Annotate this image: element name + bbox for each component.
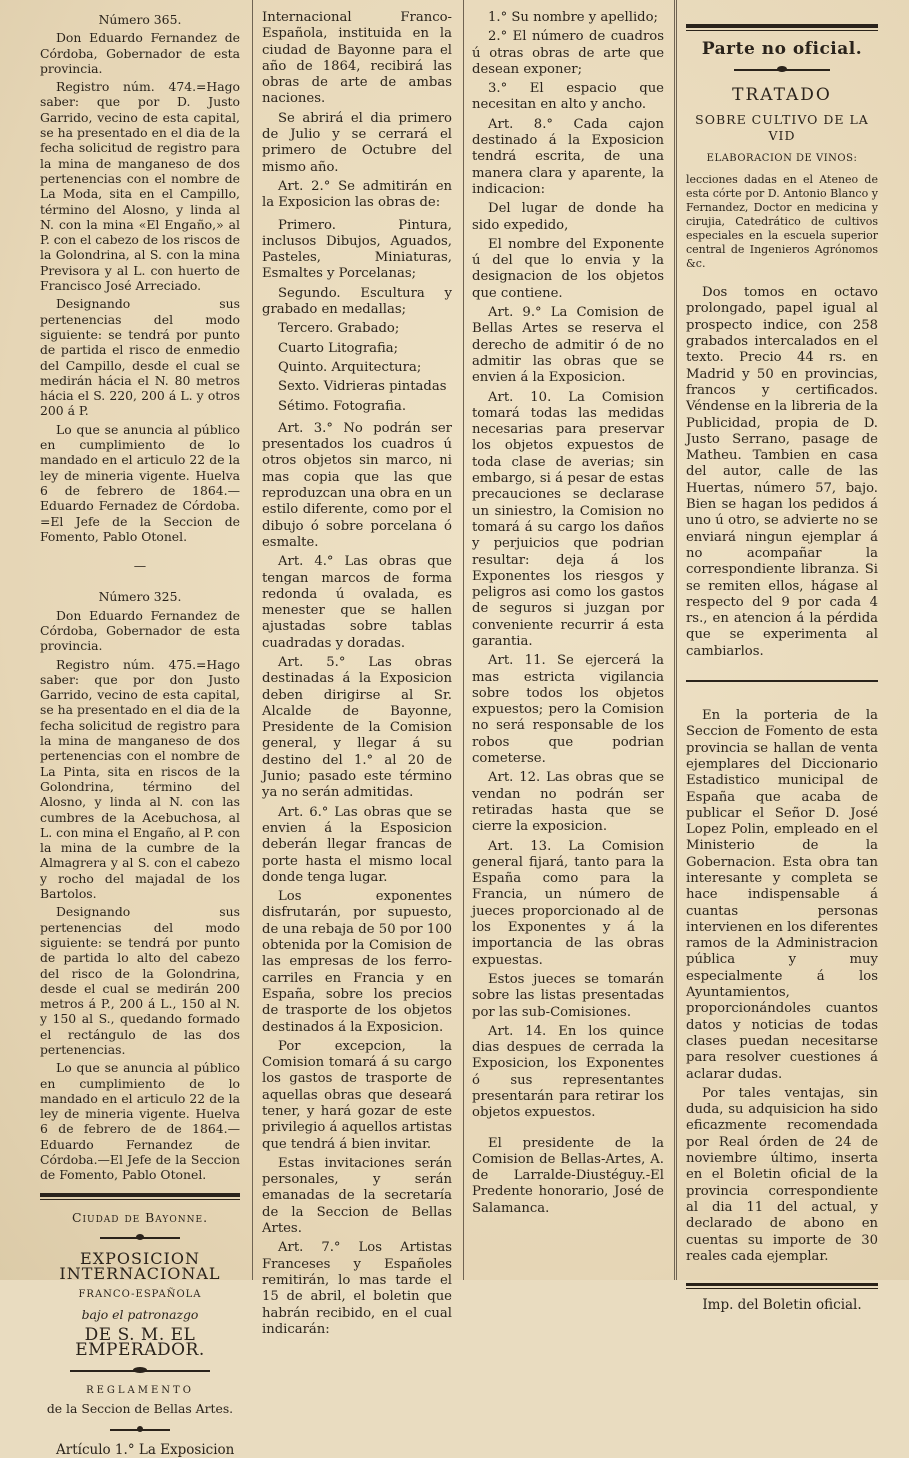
- regulation-heading: REGLAMENTO: [86, 1385, 194, 1397]
- regulation-paragraph: Del lugar de donde ha sido expedido,: [472, 201, 664, 233]
- advertisement-paragraph: Por tales ventajas, sin duda, su adquisicion ha sido eficazmente recomendada por Real órden de 24 de noviembre último, inserta en el Boletin oficial de la provincia correspondiente al dia 11 del actual, y declarado de abono en cuentas su importe de 30 reales cada ejemplar.: [686, 1085, 878, 1264]
- notice-paragraph: Don Eduardo Fernandez de Córdoba, Gobernador de esta provincia.: [40, 30, 240, 76]
- ornament-rule: [734, 65, 830, 75]
- notice-paragraph: Lo que se anuncia al público en cumplimiento de lo mandado en el articulo 22 de la ley de mineria vigente. Huelva 6 de febrero de 1864.—Eduardo Fernadez de Córdoba. =El Jefe de la Seccion de Fomento, Pablo Otonel.: [40, 421, 240, 544]
- printer-imprint: Imp. del Boletin oficial.: [702, 1297, 862, 1314]
- regulation-paragraph: Por excepcion, la Comision tomará á su cargo los gastos de trasporte de aquellas obras que deseará tener, y hará gozar de este privilegio á aquellos artistas que tendrá á bien invitar.: [262, 1038, 452, 1152]
- column-4: [686, 10, 878, 1314]
- notice-number: Número 365.: [98, 12, 182, 27]
- city-heading: Ciudad de Bayonne.: [71, 1209, 209, 1225]
- regulation-paragraph: Se abrirá el dia primero de Julio y se cerrará el primero de Octubre del mismo año.: [262, 110, 452, 175]
- separator-rule: [686, 680, 878, 682]
- ornament-rule: [110, 1425, 170, 1435]
- ornament-rule: [70, 1366, 210, 1376]
- footer-rule: [686, 1283, 878, 1289]
- regulation-paragraph: El nombre del Exponente ú del que lo envia y la designacion de los objetos que contiene.: [472, 236, 664, 301]
- list-item: Cuarto Litografia;: [278, 340, 399, 356]
- regulation-paragraph: Art. 11. Se ejercerá la mas estricta vigilancia sobre todos los objetos expuestos; pero la Comision no será responsable de los robos que podrian cometerse.: [472, 653, 664, 767]
- unofficial-section-heading: Parte no oficial.: [701, 39, 863, 59]
- exposition-heading: EXPOSICION INTERNACIONAL: [59, 1248, 221, 1284]
- notice-number: Número 325.: [98, 589, 182, 605]
- regulation-paragraph: Internacional Franco-Española, instituida en la ciudad de Bayonne para el año de 1864, recibirá las obras de arte de ambas naciones.: [262, 10, 452, 107]
- regulation-paragraph: Estos jueces se tomarán sobre las listas presentadas por las sub-Comisiones.: [472, 971, 664, 1020]
- treatise-intro: lecciones dadas en el Ateneo de esta córte por D. Antonio Blanco y Fernandez, Doctor en medicina y cirujia, Catedrático de cultivos especiales en la escuela superior central de Ingenieros Agrónomos &c.: [686, 173, 878, 271]
- regulation-paragraph: Estas invitaciones serán personales, y serán emanadas de la secretaría de la Seccion de Bellas Artes.: [262, 1155, 452, 1237]
- section-rule: [686, 24, 878, 31]
- treatise-heading: TRATADO: [732, 85, 832, 106]
- column-2: [262, 10, 452, 1337]
- signature-paragraph: El presidente de la Comision de Bellas-Artes, A. de Larralde-Diustéguy.-El Predente honorario, José de Salamanca.: [472, 1135, 664, 1216]
- regulation-paragraph: Art. 14. En los quince dias despues de cerrada la Exposicion, los Exponentes ó sus representantes presentarán para retirar los objetos expuestos.: [472, 1023, 664, 1121]
- notice-paragraph: Registro núm. 474.=Hago saber: que por D. Justo Garrido, vecino de esta capital, se ha presentado en el dia de la fecha solicitud de registro para la mina de manganeso de dos pertenencias con el nombre de La Moda, sita en el Campillo, término del Alosno, y linda al N. con la mina «El Engaño,» al P. con el cabezo de los riscos de la Golondrina, al S. con la mina Previsora y al L. con huerto de Francisco José Arreciado.: [40, 79, 240, 294]
- list-item: Primero. Pintura, inclusos Dibujos, Aguados, Pasteles, Miniaturas, Esmaltes y Porcelanas;: [262, 217, 452, 282]
- treatise-subheading-2: ELABORACION DE VINOS:: [706, 153, 858, 165]
- emperor-heading: DE S. M. EL EMPERADOR.: [75, 1324, 205, 1361]
- regulation-paragraph: Art. 12. Las obras que se vendan no podrán ser retiradas hasta que se cierre la exposicion.: [472, 770, 664, 835]
- advertisement-paragraph: En la porteria de la Seccion de Fomento de esta provincia se hallan de venta ejemplares del Diccionario Estadistico municipal de España que acaba de publicar el Señor D. José Lopez Polin, empleado en el Ministerio de la Gobernacion. Esta obra tan interesante y completa se hace indispensable á cuantas personas intervienen en los diferentes ramos de la Administracion pública y muy especialmente á los Ayuntamientos, proporcionándoles cuantos datos y noticias de todas clases puedan necesitarse para resolver cuestiones á aclarar dudas.: [686, 708, 878, 1082]
- list-item: Tercero. Grabado;: [278, 321, 400, 337]
- notice-paragraph: Don Eduardo Fernandez de Córdoba, Gobernador de esta provincia.: [40, 607, 240, 654]
- regulation-paragraph: Art. 6.° Las obras que se envien á la Esposicion deberán llegar francas de porte hasta el mismo local donde tenga lugar.: [262, 804, 452, 885]
- treatise-subheading: SOBRE CULTIVO DE LA VID: [695, 111, 869, 143]
- column-divider: [252, 0, 253, 1280]
- list-item: Quinto. Arquitectura;: [278, 359, 422, 375]
- notice-paragraph: Designando sus pertenencias del modo siguiente: se tendrá por punto de partida lo alto del cabezo del risco de la Golondrina, desde el cual se medirán 200 metros á P., 200 á L., 150 al N. y 150 al S., quedando formado el rectángulo de las dos pertenencias.: [40, 904, 240, 1057]
- column-divider: [674, 0, 677, 1280]
- patronage-line: bajo el patronazgo: [81, 1306, 199, 1322]
- regulation-paragraph: Art. 8.° Cada cajon destinado á la Exposicion tendrá escrita, de una manera clara y aparente, la indicacion:: [472, 116, 664, 197]
- regulation-paragraph: Los exponentes disfrutarán, por supuesto, de una rebaja de 50 por 100 obtenida por la Comision de las empresas de los ferro-carriles en Francia y en España, sobre los precios de trasporte de los objetos destinados á la Exposicion.: [262, 889, 452, 1035]
- exposition-subheading: FRANCO-ESPAÑOLA: [78, 1288, 202, 1300]
- regulation-paragraph: Art. 10. La Comision tomará todas las medidas necesarias para preservar los objetos expuestos de toda clase de averias; sin embargo, si á pesar de estas precauciones se declarase un siniestro, la Comision no tomará á su cargo los daños y perjuicios que podrian resultar: deja á los Exponentes los riesgos y peligros asi como los gastos de seguros si juzgan por conveniente recurrir á esta garantia.: [472, 389, 664, 649]
- notice-paragraph: Lo que se anuncia al público en cumplimiento de lo mandado en el articulo 22 de la ley de mineria vigente. Huelva 6 de febrero de de 1864.—Eduardo Fernandez de Córdoba.—El Jefe de la Seccion de Fomento, Pablo Otonel.: [40, 1060, 240, 1183]
- regulation-paragraph: Art. 3.° No podrán ser presentados los cuadros ú otros objetos sin marco, ni mas copia que las que reproduzcan una obra en un estilo diferente, como por el dibujo ó sobre porcelana ó esmalte.: [262, 420, 452, 550]
- list-item: Segundo. Escultura y grabado en medallas;: [262, 285, 452, 318]
- ornament-rule: [100, 1233, 180, 1243]
- regulation-paragraph: 1.° Su nombre y apellido;: [488, 10, 658, 25]
- article-1-start: Artículo 1.° La Exposicion: [56, 1441, 235, 1458]
- regulation-paragraph: Art. 9.° La Comision de Bellas Artes se reserva el derecho de admitir ó de no admitir las obras que se envien á la Exposicion.: [472, 305, 664, 386]
- artwork-categories-list: [262, 218, 452, 415]
- column-divider: [463, 0, 464, 1280]
- regulation-paragraph: Art. 7.° Los Artistas Franceses y Españoles remitirán, lo mas tarde el 15 de abril, el boletin que habrán recibido, en el cual indicarán:: [262, 1240, 452, 1337]
- column-1: [40, 10, 240, 1458]
- section-rule: [40, 1193, 240, 1200]
- section-heading: de la Seccion de Bellas Artes.: [46, 1401, 234, 1417]
- advertisement-paragraph: Dos tomos en octavo prolongado, papel igual al prospecto indice, con 258 grabados intercalados en el texto. Precio 44 rs. en Madrid y 50 en provincias, francos y certificados. Véndense en la libreria de la Publicidad, propia de D. Justo Serrano, pasage de Matheu. Tambien en casa del autor, calle de las Huertas, número 57, bajo. Bien se hagan los pedidos á uno ú otro, se advierte no se enviará ningun ejemplar á no acompañar la correspondiente libranza. Si se remiten ellos, hágase al respecto del 9 por cada 4 rs., en atencion á la pérdida que se experimenta al cambiarlos.: [686, 285, 878, 659]
- column-3: [472, 10, 664, 1268]
- notice-paragraph: Designando sus pertenencias del modo siguiente: se tendrá por punto de partida el risco de enmedio del Campillo, desde el cual se medirán hácia el N. 80 metros hácia el S. 220, 200 á L. y otros 200 á P.: [40, 296, 240, 419]
- list-item: Sexto. Vidrieras pintadas: [278, 379, 447, 395]
- regulation-paragraph: 2.° El número de cuadros ú otras obras de arte que desean exponer;: [472, 29, 664, 77]
- notice-paragraph: Registro núm. 475.=Hago saber: que por don Justo Garrido, vecino de esta capital, se ha presentado en el dia de la fecha solicitud de registro para la mina de manganeso de dos pertenencias con el nombre de La Pinta, sita en riscos de la Golondrina, término del Alosno, y linda al N. con las cumbres de la Acebuchosa, al L. con mina el Engaño, al P. con la mina de la cumbre de la Almagrera y al S. con el cabezo y rocho del majadal de los Bartolos.: [40, 656, 240, 902]
- regulation-paragraph: Art. 5.° Las obras destinadas á la Exposicion deben dirigirse al Sr. Alcalde de Bayonne, Presidente de la Comision general, y llegar á su destino del 1.° al 20 de Junio; pasado este término ya no serán admitidas.: [262, 654, 452, 801]
- regulation-paragraph: Art. 4.° Las obras que tengan marcos de forma redonda ú ovalada, es menester que se hallen ajustadas sobre tablas cuadradas y doradas.: [262, 554, 452, 651]
- list-item: Sétimo. Fotografia.: [278, 398, 407, 414]
- regulation-paragraph: 3.° El espacio que necesitan en alto y ancho.: [472, 81, 664, 113]
- separator-dash: —: [133, 558, 147, 574]
- regulation-paragraph: Art. 2.° Se admitirán en la Exposicion las obras de:: [262, 178, 452, 211]
- regulation-paragraph: Art. 13. La Comision general fijará, tanto para la España como para la Francia, un número de jueces proporcionado al de los Exponentes y á la importancia de las obras expuestas.: [472, 838, 664, 968]
